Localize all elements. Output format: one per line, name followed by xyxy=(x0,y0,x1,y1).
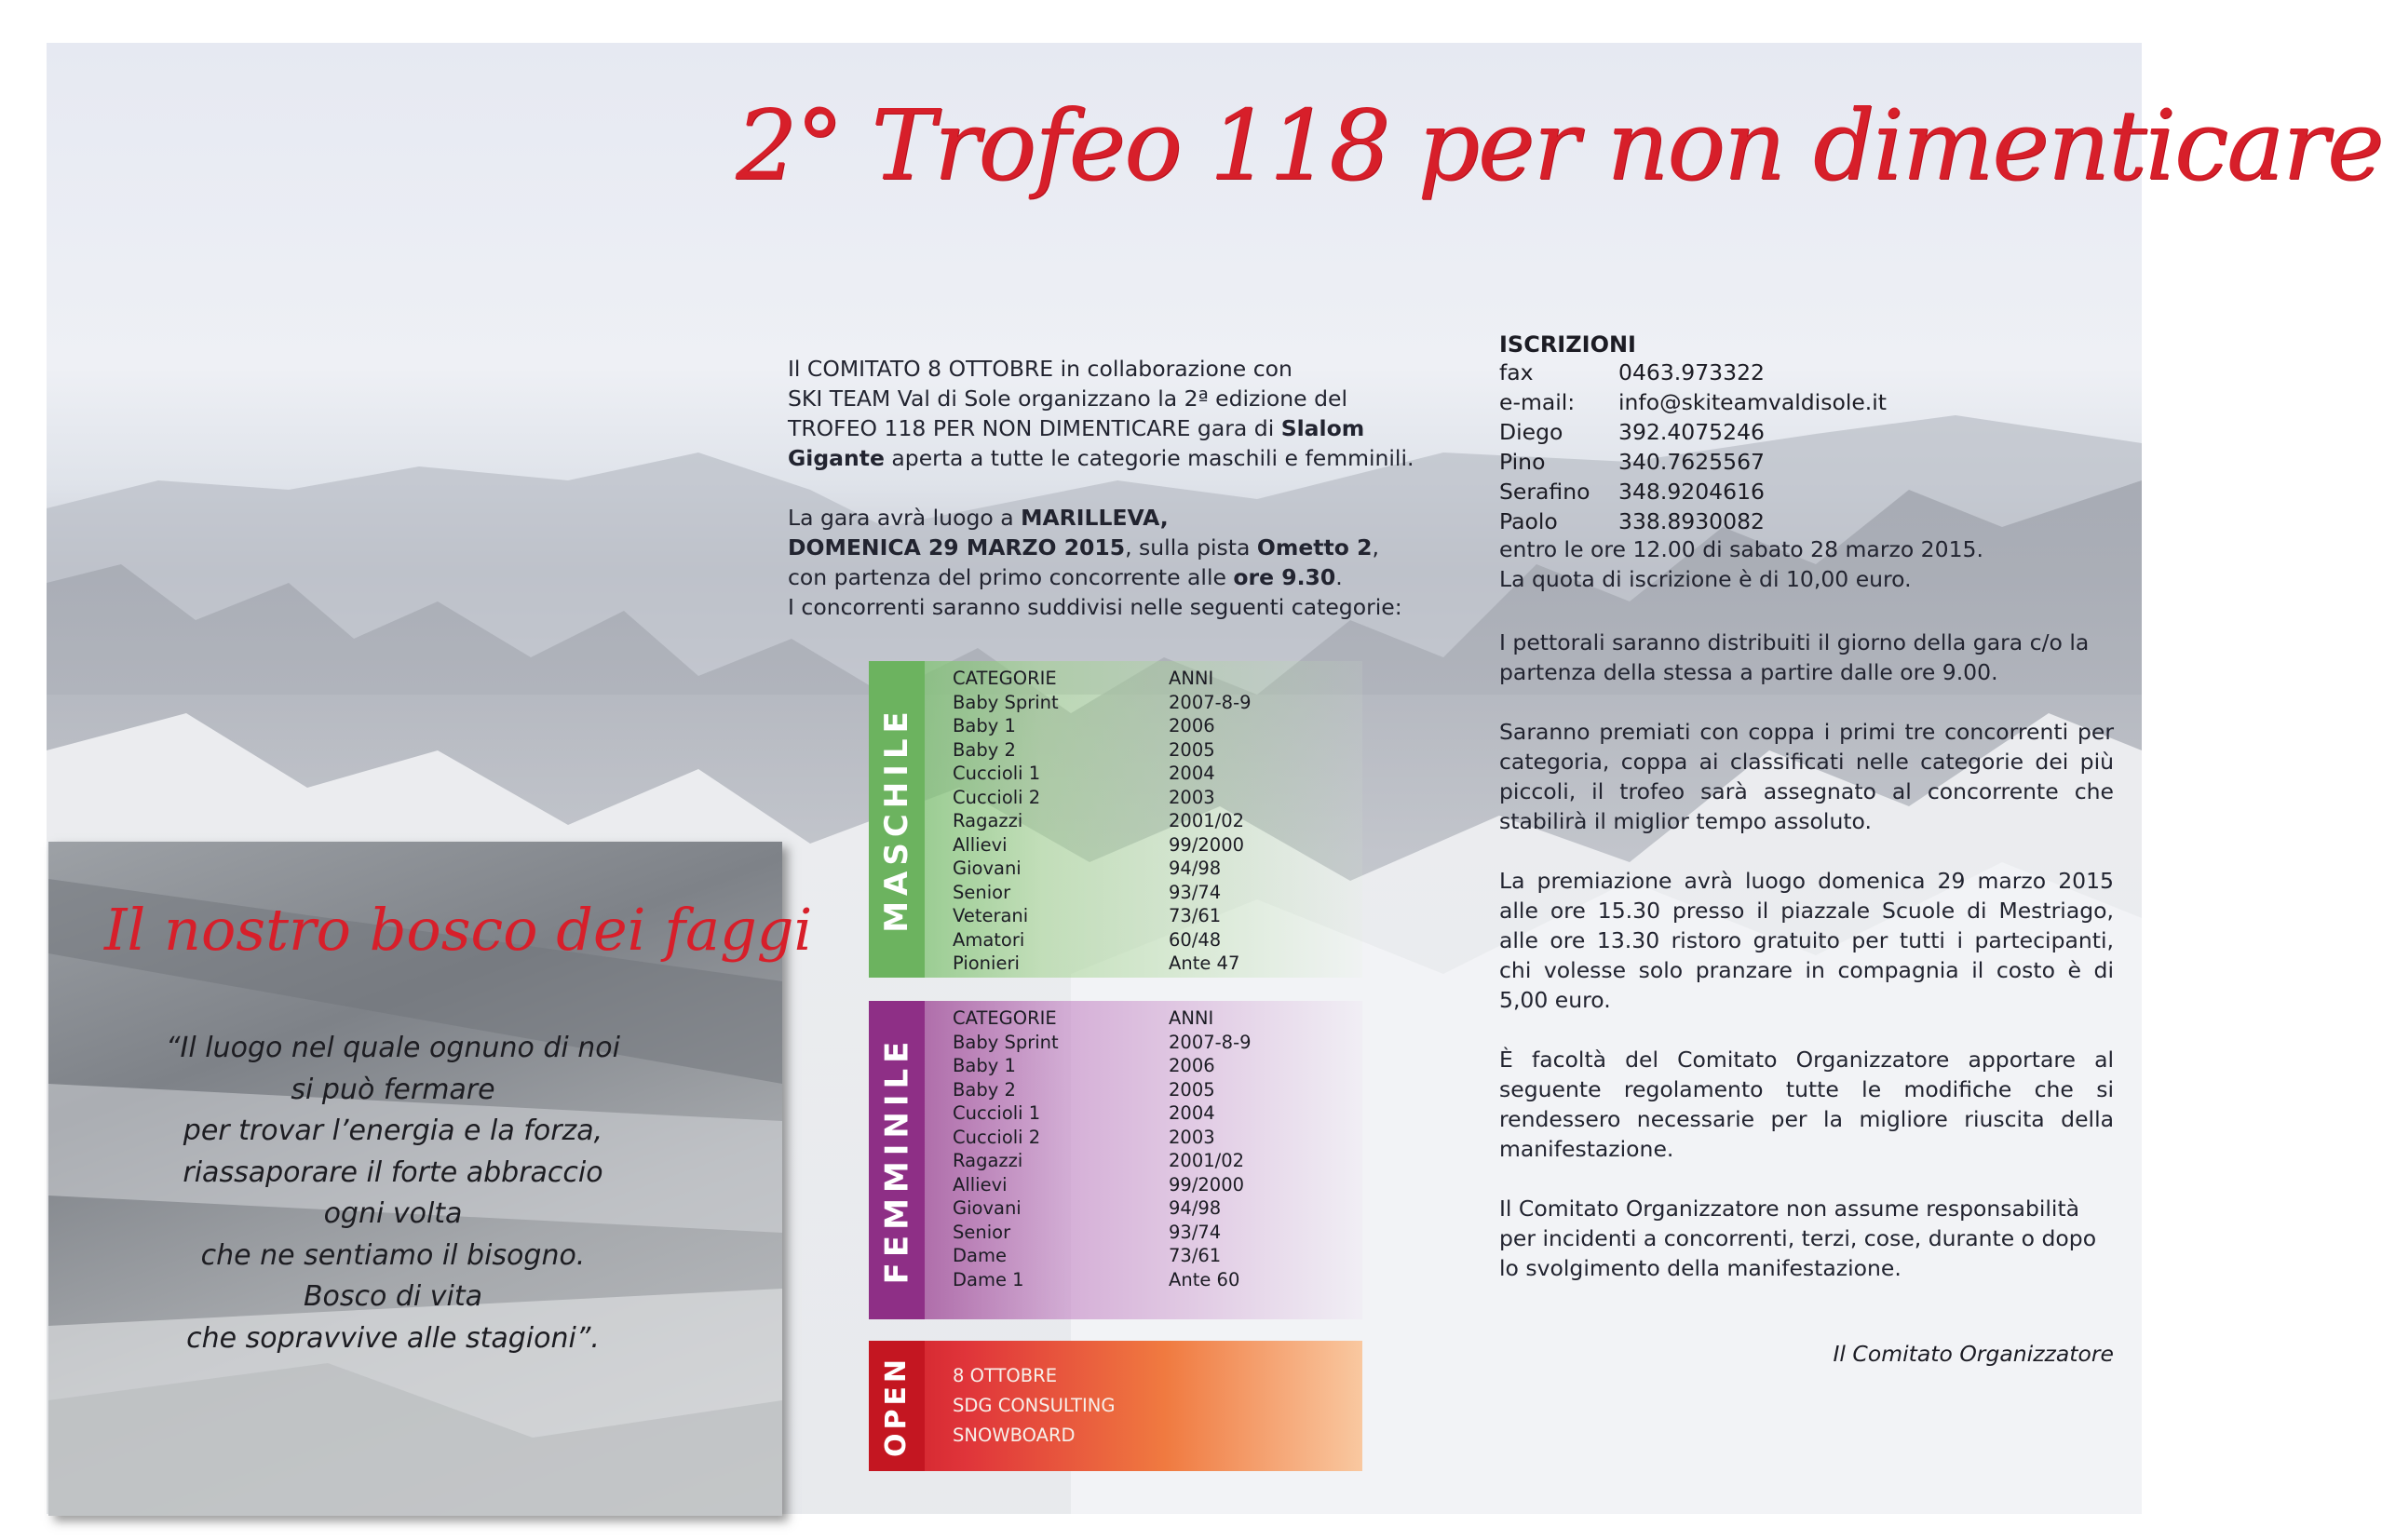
ceremony-paragraph: La premiazione avrà luogo domenica 29 marzo 2015 alle ore 15.30 presso il piazzale Scuole di Mestriago, alle ore 13.30 ristoro gratuito per tutti i partecipanti, chi volesse solo pranzare in compagnia il costo è di 5,00 euro. xyxy=(1499,868,2114,1013)
table-row: Dame 73/61 xyxy=(953,1245,1222,1266)
table-row: Baby 1 2006 xyxy=(953,715,1215,736)
contact-diego: Diego 392.4075246 xyxy=(1499,419,1765,445)
table-row: Baby 2 2005 xyxy=(953,738,1215,761)
iscrizioni-heading: ISCRIZIONI xyxy=(1499,331,1636,358)
list-item: SNOWBOARD xyxy=(953,1425,1076,1446)
poem: “Il luogo nel quale ognuno di noi si può fermare per trovar l’energia e la forza, riassaporare il forte abbraccio ogni volta che ne sentiamo il bisogno. Bosco di vita che sopravvive alle stagioni”. xyxy=(166,1032,620,1355)
maschile-band: MASCHILE xyxy=(869,661,925,978)
bibs-paragraph: I pettorali saranno distribuiti il giorno della gara c/o la partenza della stessa a partire dalle ore 9.00. xyxy=(1499,629,2090,685)
table-row: Veterani 73/61 xyxy=(953,905,1222,926)
table-row: Baby 2 2005 xyxy=(953,1078,1215,1101)
table-row: Allievi 99/2000 xyxy=(953,833,1245,856)
signature: Il Comitato Organizzatore xyxy=(1833,1341,2114,1367)
table-row: CATEGORIE ANNI xyxy=(953,1007,1214,1029)
table-row: Baby 1 2006 xyxy=(953,1055,1215,1076)
liability-paragraph: Il Comitato Organizzatore non assume responsabilità per incidenti a concorrenti, terzi, cose, durante o dopo lo svolgimento della manifestazione. xyxy=(1499,1196,2097,1281)
list-item: 8 OTTOBRE xyxy=(953,1365,1058,1386)
registration-deadline: entro le ore 12.00 di sabato 28 marzo 2015. La quota di iscrizione è di 10,00 euro. xyxy=(1499,536,1983,592)
list-item: SDG CONSULTING xyxy=(953,1395,1116,1416)
page-title: 2° Trofeo 118 per non dimenticare xyxy=(736,88,2382,202)
open-categories xyxy=(869,1341,1362,1471)
contact-paolo: Paolo 338.8930082 xyxy=(1499,508,1765,534)
table-row: Amatori 60/48 xyxy=(953,928,1222,951)
prizes-paragraph: Saranno premiati con coppa i primi tre concorrenti per categoria, coppa ai classificati nelle categorie dei più piccoli, il trofeo sarà assegnato al concorrente che stabilirà il miglior tempo assoluto. xyxy=(1499,719,2114,834)
femminile-band: FEMMINILE xyxy=(869,1001,925,1319)
table-row: Giovani 94/98 xyxy=(953,858,1222,879)
table-row: Senior 93/74 xyxy=(953,1221,1222,1243)
contact-fax: fax 0463.973322 xyxy=(1499,359,1765,385)
venue-text: La gara avrà luogo a MARILLEVA, DOMENICA 29 MARZO 2015, sulla pista Ometto 2, con partenza del primo concorrente alle ore 9.30. I concorrenti saranno suddivisi nelle seguenti categorie: xyxy=(788,505,1402,620)
maschile-categories xyxy=(869,661,1362,978)
table-row: Baby Sprint 2007-8-9 xyxy=(953,1031,1252,1053)
bosco-title: Il nostro bosco dei faggi xyxy=(104,896,813,964)
table-row: Cuccioli 2 2003 xyxy=(953,1126,1215,1148)
table-row: Giovani 94/98 xyxy=(953,1197,1222,1219)
table-row: Baby Sprint 2007-8-9 xyxy=(953,691,1252,713)
contact-pino: Pino 340.7625567 xyxy=(1499,449,1765,475)
contact-email[interactable]: e-mail: info@skiteamvaldisole.it xyxy=(1499,389,1888,415)
open-band: OPEN xyxy=(869,1341,925,1471)
table-row: Ragazzi 2001/02 xyxy=(953,1150,1245,1171)
table-row: Cuccioli 1 2004 xyxy=(953,1102,1215,1124)
intro-text: Il COMITATO 8 OTTOBRE in collaborazione con SKI TEAM Val di Sole organizzano la 2ª edizione del TROFEO 118 PER NON DIMENTICARE gara di Slalom Gigante aperta a tutte le categorie maschili e femminili. xyxy=(788,356,1414,471)
table-row: Allievi 99/2000 xyxy=(953,1173,1245,1196)
table-row: Cuccioli 2 2003 xyxy=(953,786,1215,808)
contact-serafino: Serafino 348.9204616 xyxy=(1499,479,1765,505)
table-row: Pionieri Ante 47 xyxy=(953,952,1240,974)
table-row: Dame 1 Ante 60 xyxy=(953,1268,1240,1290)
femminile-categories xyxy=(869,1001,1362,1319)
table-row: Senior 93/74 xyxy=(953,881,1222,903)
table-row: Cuccioli 1 2004 xyxy=(953,763,1215,784)
beech-wood-box xyxy=(48,842,813,1516)
table-row: Ragazzi 2001/02 xyxy=(953,810,1245,831)
table-row: CATEGORIE ANNI xyxy=(953,668,1214,689)
rules-paragraph: È facoltà del Comitato Organizzatore apportare al seguente regolamento tutte le modifiche che si rendessero necessarie per la migliore riuscita della manifestazione. xyxy=(1499,1047,2114,1162)
